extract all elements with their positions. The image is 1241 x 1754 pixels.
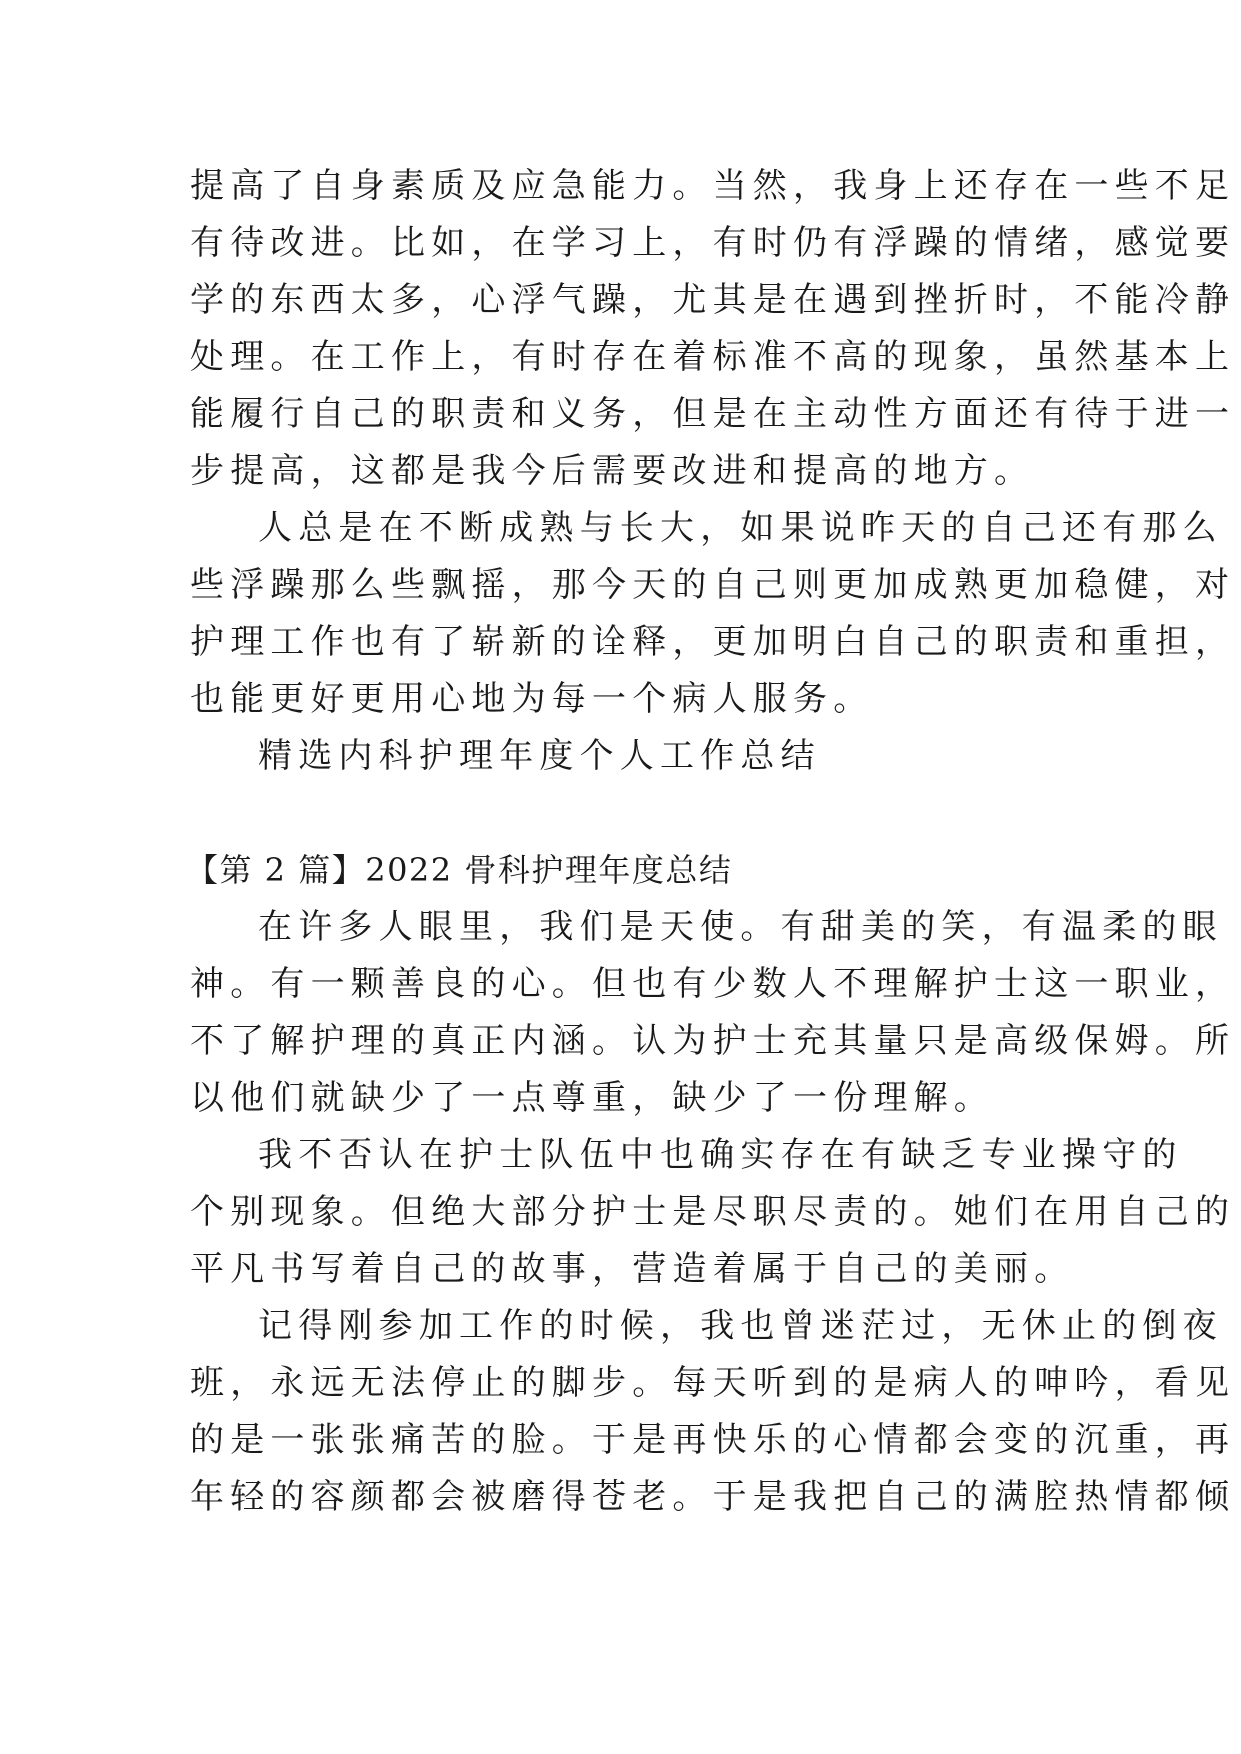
paragraph-line: 步提高，这都是我今后需要改进和提高的地方。 [190, 451, 1035, 491]
paragraph-line: 精选内科护理年度个人工作总结 [258, 736, 821, 776]
paragraph-line: 能履行自己的职责和义务，但是在主动性方面还有待于进一 [190, 394, 1236, 434]
paragraph-line: 年轻的容颜都会被磨得苍老。于是我把自己的满腔热情都倾 [190, 1477, 1236, 1517]
paragraph-line: 以他们就缺少了一点尊重，缺少了一份理解。 [190, 1078, 994, 1118]
paragraph-line: 不了解护理的真正内涵。认为护士充其量只是高级保姆。所 [190, 1021, 1236, 1061]
paragraph-line: 人总是在不断成熟与长大，如果说昨天的自己还有那么 [258, 508, 1223, 548]
paragraph-line: 我不否认在护士队伍中也确实存在有缺乏专业操守的 [258, 1135, 1183, 1175]
paragraph-line: 的是一张张痛苦的脸。于是再快乐的心情都会变的沉重，再 [190, 1420, 1236, 1460]
paragraph-line: 学的东西太多，心浮气躁，尤其是在遇到挫折时，不能冷静 [190, 280, 1236, 320]
paragraph-line: 些浮躁那么些飘摇，那今天的自己则更加成熟更加稳健，对 [190, 565, 1236, 605]
paragraph-line: 班，永远无法停止的脚步。每天听到的是病人的呻吟，看见 [190, 1363, 1236, 1403]
paragraph-line: 处理。在工作上，有时存在着标准不高的现象，虽然基本上 [190, 337, 1236, 377]
paragraph-line: 提高了自身素质及应急能力。当然，我身上还存在一些不足 [190, 166, 1236, 206]
paragraph-line: 个别现象。但绝大部分护士是尽职尽责的。她们在用自己的 [190, 1192, 1236, 1232]
paragraph-line: 在许多人眼里，我们是天使。有甜美的笑，有温柔的眼 [258, 907, 1223, 947]
paragraph-line: 护理工作也有了崭新的诠释，更加明白自己的职责和重担， [190, 622, 1236, 662]
paragraph-line: 平凡书写着自己的故事，营造着属于自己的美丽。 [190, 1249, 1075, 1289]
paragraph-line: 记得刚参加工作的时候，我也曾迷茫过，无休止的倒夜 [258, 1306, 1223, 1346]
paragraph-line: 有待改进。比如，在学习上，有时仍有浮躁的情绪，感觉要 [190, 223, 1236, 263]
paragraph-line: 神。有一颗善良的心。但也有少数人不理解护士这一职业， [190, 964, 1236, 1004]
paragraph-line: 也能更好更用心地为每一个病人服务。 [190, 679, 874, 719]
section-title: 【第 2 篇】2022 骨科护理年度总结 [186, 851, 733, 889]
